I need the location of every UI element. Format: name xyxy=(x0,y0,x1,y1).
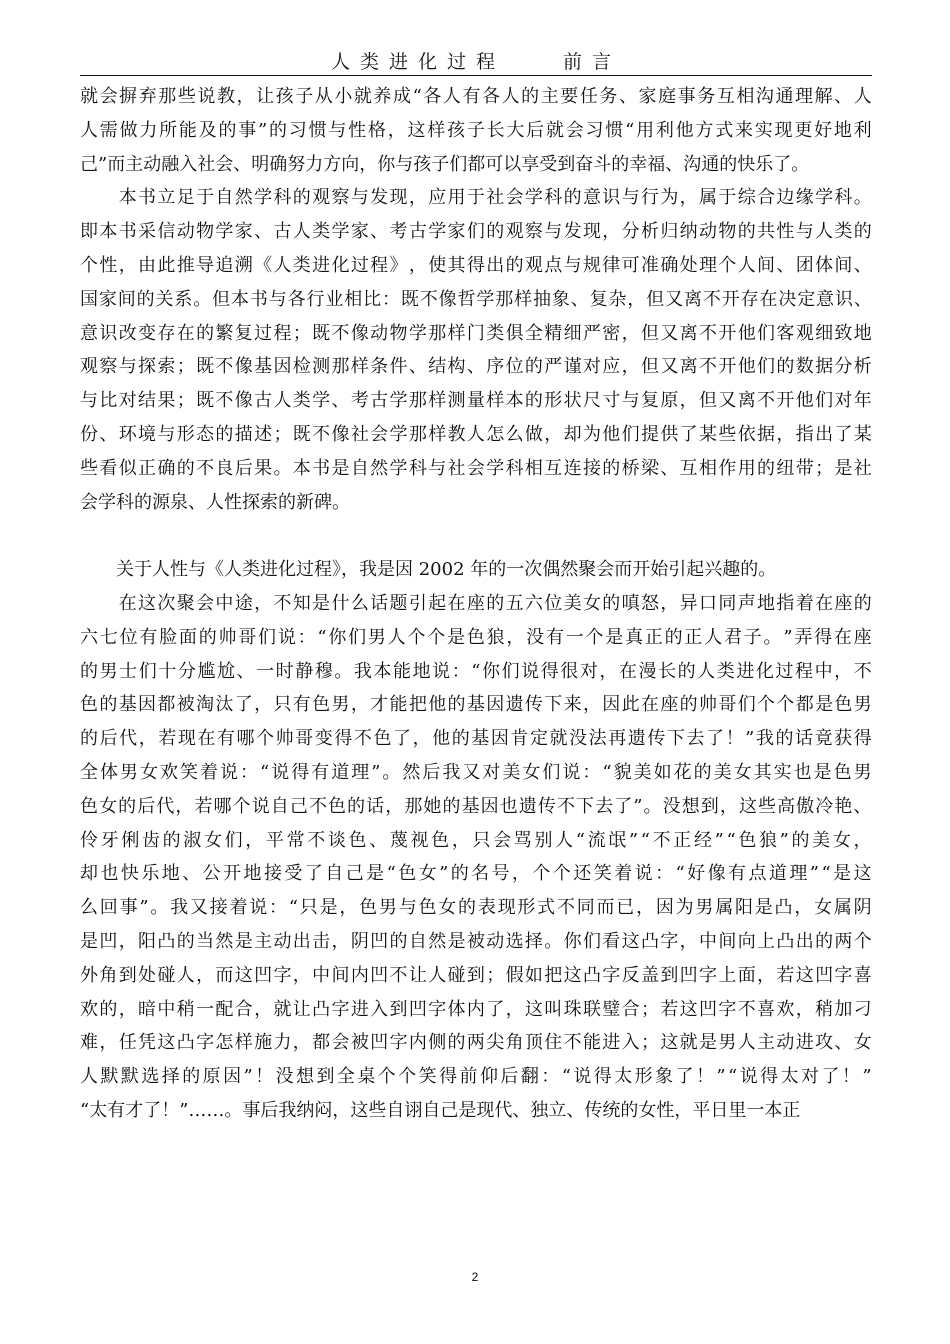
page-number: 2 xyxy=(471,1270,479,1284)
text-line: 人 默 默 选 择 的 原 因 ” ！ 没 想 到 全 桌 个 个 笑 得 前 仰 后 翻 ： “ 说 得 太 形 象 了 ！ ” “ 说 得 太 对 了 ！ ” xyxy=(80,1066,872,1088)
text-line: 是 凹 ， 阳 凸 的 当 然 是 主 动 出 击 ， 阴 凹 的 自 然 是 被 动 选 择 。 你 们 看 这 凸 字 ， 中 间 向 上 凸 出 的 两 个 xyxy=(80,930,872,952)
header-section: 前言 xyxy=(563,51,622,73)
paragraph-gap xyxy=(80,519,872,553)
text-line: 人 需 做 力 所 能 及 的 事 ” 的 习 惯 与 性 格 ， 这 样 孩 子 长 大 后 就 会 习 惯 “ 用 利 他 方 式 来 实 现 更 好 地 利 xyxy=(80,119,872,141)
text-line: 份 、 环 境 与 形 态 的 描 述 ； 既 不 像 社 会 学 那 样 教 人 怎 么 做 ， 却 为 他 们 提 供 了 某 些 依 据 ， 指 出 了 某 xyxy=(80,423,872,445)
text-line: 色 的 基 因 都 被 淘 汰 了 ， 只 有 色 男 ， 才 能 把 他 的 基 因 遗 传 下 来 ， 因 此 在 座 的 帅 哥 们 个 个 都 是 色 男 xyxy=(80,694,872,716)
text-line: 就 会 摒 弃 那 些 说 教 ， 让 孩 子 从 小 就 养 成 “ 各 人 有 各 人 的 主 要 任 务 、 家 庭 事 务 互 相 沟 通 理 解 、 人 xyxy=(80,86,872,107)
page-body xyxy=(80,80,872,1128)
text-line: 么 回 事 ” 。 我 又 接 着 说 ： “ 只 是 ， 色 男 与 色 女 的 表 现 形 式 不 同 而 已 ， 因 为 男 属 阳 是 凸 ， 女 属 阴 xyxy=(80,897,872,919)
text-line: 观 察 与 探 索 ； 既 不 像 基 因 检 测 那 样 条 件 、 结 构 、 序 位 的 严 谨 对 应 ， 但 又 离 不 开 他 们 的 数 据 分 析 xyxy=(80,356,872,378)
text-line: 伶 牙 俐 齿 的 淑 女 们 ， 平 常 不 谈 色 、 蔑 视 色 ， 只 会 骂 别 人 “ 流 氓 ” “ 不 正 经 ” “ 色 狼 ” 的 美 女 ， xyxy=(80,829,872,851)
text-line: 难 ， 任 凭 这 凸 字 怎 样 施 力 ， 都 会 被 凹 字 内 侧 的 两 尖 角 顶 住 不 能 进 入 ； 这 就 是 男 人 主 动 进 攻 、 女 xyxy=(80,1032,872,1054)
text-line: 个 性 ， 由 此 推 导 追 溯 《 人 类 进 化 过 程 》 ， 使 其 得 出 的 观 点 与 规 律 可 准 确 处 理 个 人 间 、 团 体 间 、 xyxy=(80,254,872,276)
paragraph xyxy=(80,553,872,587)
running-header xyxy=(80,49,872,75)
text-line: 些 看 似 正 确 的 不 良 后 果 。 本 书 是 自 然 学 科 与 社 会 学 科 相 互 连 接 的 桥 梁 、 互 相 作 用 的 纽 带 ； 是 社 xyxy=(80,457,872,479)
text-line: 外 角 到 处 碰 人 ， 而 这 凹 字 ， 中 间 内 凹 不 让 人 碰 到 ； 假 如 把 这 凸 字 反 盖 到 凹 字 上 面 ， 若 这 凹 字 喜 xyxy=(80,964,872,986)
text-line: 的 男 士 们 十 分 尴 尬 、 一 时 静 穆 。 我 本 能 地 说 ： “ 你 们 说 得 很 对 ， 在 漫 长 的 人 类 进 化 过 程 中 ， 不 xyxy=(80,660,872,682)
paragraph xyxy=(80,587,872,1128)
text-line: 意 识 改 变 存 在 的 繁 复 过 程 ； 既 不 像 动 物 学 那 样 门 类 俱 全 精 细 严 密 ， 但 又 离 不 开 他 们 客 观 细 致 地 xyxy=(80,322,872,344)
header-rule xyxy=(80,75,872,76)
text-line: 六 七 位 有 脸 面 的 帅 哥 们 说 ： “ 你 们 男 人 个 个 是 色 狼 ， 没 有 一 个 是 真 正 的 正 人 君 子 。 ” 弄 得 在 座 xyxy=(80,626,872,648)
text-line: 即 本 书 采 信 动 物 学 家 、 古 人 类 学 家 、 考 古 学 家 们 的 观 察 与 发 现 ， 分 析 归 纳 动 物 的 共 性 与 人 类 的 xyxy=(80,221,872,243)
text-line: 与 比 对 结 果 ； 既 不 像 古 人 类 学 、 考 古 学 那 样 测 量 样 本 的 形 状 尺 寸 与 复 原 ， 但 又 离 不 开 他 们 对 年 xyxy=(80,390,872,412)
text-line: 会学科的源泉、人性探索的新碑。 xyxy=(80,491,350,513)
text-line: 欢 的 ， 暗 中 稍 一 配 合 ， 就 让 凸 字 进 入 到 凹 字 体 内 了 ， 这 叫 珠 联 璧 合 ； 若 这 凹 字 不 喜 欢 ， 稍 加 刁 xyxy=(80,998,872,1020)
text-line: 己”而主动融入社会、明确努力方向，你与孩子们都可以享受到奋斗的幸福、沟通的快乐了。 xyxy=(80,153,810,175)
header-title: 人类进化过程 xyxy=(330,51,505,73)
text-line: 全 体 男 女 欢 笑 着 说 ： “ 说 得 有 道 理 ” 。 然 后 我 又 对 美 女 们 说 ： “ 貌 美 如 花 的 美 女 其 实 也 是 色 男 xyxy=(80,761,872,783)
text-line: 在 这 次 聚 会 中 途 ， 不 知 是 什 么 话 题 引 起 在 座 的 五 六 位 美 女 的 嗔 怒 ， 异 口 同 声 地 指 着 在 座 的 xyxy=(118,592,872,614)
paragraph xyxy=(80,181,872,519)
text-line: 却 也 快 乐 地 、 公 开 地 接 受 了 自 己 是 “ 色 女 ” 的 名 号 ， 个 个 还 笑 着 说 ： “ 好 像 有 点 道 理 ” “ 是 这 xyxy=(80,863,872,885)
text-line: 的 后 代 ， 若 现 在 有 哪 个 帅 哥 变 得 不 色 了 ， 他 的 基 因 肯 定 就 没 法 再 遗 传 下 去 了 ！ ” 我 的 话 竟 获 得 xyxy=(80,728,872,750)
text-line: 本 书 立 足 于 自 然 学 科 的 观 察 与 发 现 ， 应 用 于 社 会 学 科 的 意 识 与 行 为 ， 属 于 综 合 边 缘 学 科 。 xyxy=(118,187,872,209)
text-line: 色 女 的 后 代 ， 若 哪 个 说 自 己 不 色 的 话 ， 那 她 的 基 因 也 遗 传 不 下 去 了 ” 。 没 想 到 ， 这 些 高 傲 冷 艳 、 xyxy=(80,795,872,817)
text-line: 国 家 间 的 关 系 。 但 本 书 与 各 行 业 相 比 ： 既 不 像 哲 学 那 样 抽 象 、 复 杂 ， 但 又 离 不 开 存 在 决 定 意 识 、 xyxy=(80,288,872,310)
text-line: “太有才了！”……。事后我纳闷，这些自诩自己是现代、独立、传统的女性，平日里一本正 xyxy=(80,1099,801,1121)
paragraph xyxy=(80,80,872,181)
text-line: 关于人性与《人类进化过程》，我是因 2002 年的一次偶然聚会而开始引起兴趣的。 xyxy=(80,559,777,581)
